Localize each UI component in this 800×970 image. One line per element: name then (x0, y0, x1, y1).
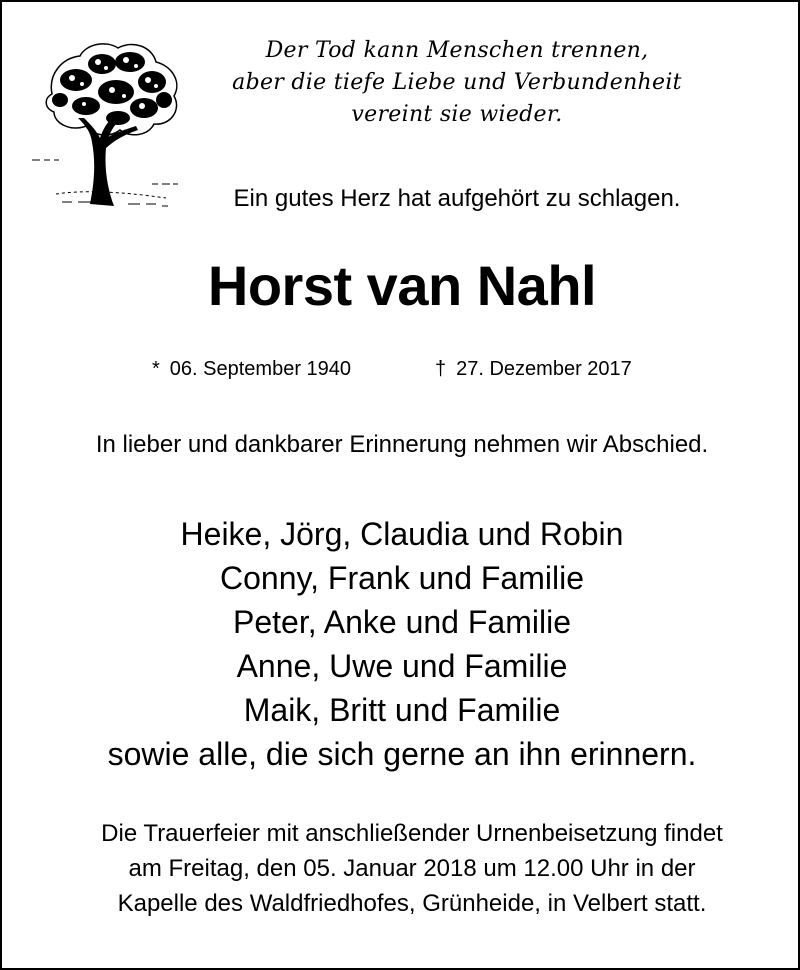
ceremony-line: Kapelle des Waldfriedhofes, Grünheide, in Velbert statt. (117, 890, 707, 917)
motto-verse (187, 35, 727, 131)
mourner-line: Maik, Britt und Familie (243, 692, 561, 728)
birth-star-icon: * (152, 358, 160, 380)
motto-line: vereint sie wieder. (351, 102, 563, 127)
death-date-group (435, 354, 632, 384)
intro-line: Ein gutes Herz hat aufgehört zu schlagen. (233, 185, 681, 212)
mourner-line: Conny, Frank und Familie (220, 560, 584, 596)
ceremony-details (42, 816, 782, 921)
tree-icon (32, 34, 184, 210)
mourner-line: Peter, Anke und Familie (233, 604, 571, 640)
farewell-line: In lieber und dankbarer Erinnerung nehmen wir Abschied. (95, 431, 709, 458)
motto-line: aber die tiefe Liebe und Verbundenheit (232, 70, 682, 95)
motto-line: Der Tod kann Menschen trennen, (265, 38, 649, 63)
death-date: 27. Dezember 2017 (456, 358, 632, 380)
ceremony-line: am Freitag, den 05. Januar 2018 um 12.00 Uhr in der (128, 855, 696, 882)
life-dates (2, 354, 800, 384)
birth-date: 06. September 1940 (169, 358, 352, 380)
mourner-line: Heike, Jörg, Claudia und Robin (180, 516, 624, 552)
ceremony-line: Die Trauerfeier mit anschließender Urnenbeisetzung findet (101, 820, 723, 847)
deceased-name: Horst van Nahl (207, 254, 597, 317)
mourner-line: sowie alle, die sich gerne an ihn erinnern. (107, 736, 697, 772)
birth-date-group (152, 354, 351, 384)
death-cross-icon: † (435, 358, 447, 380)
mourner-line: Anne, Uwe und Familie (236, 648, 568, 684)
mourners-list (2, 512, 800, 776)
